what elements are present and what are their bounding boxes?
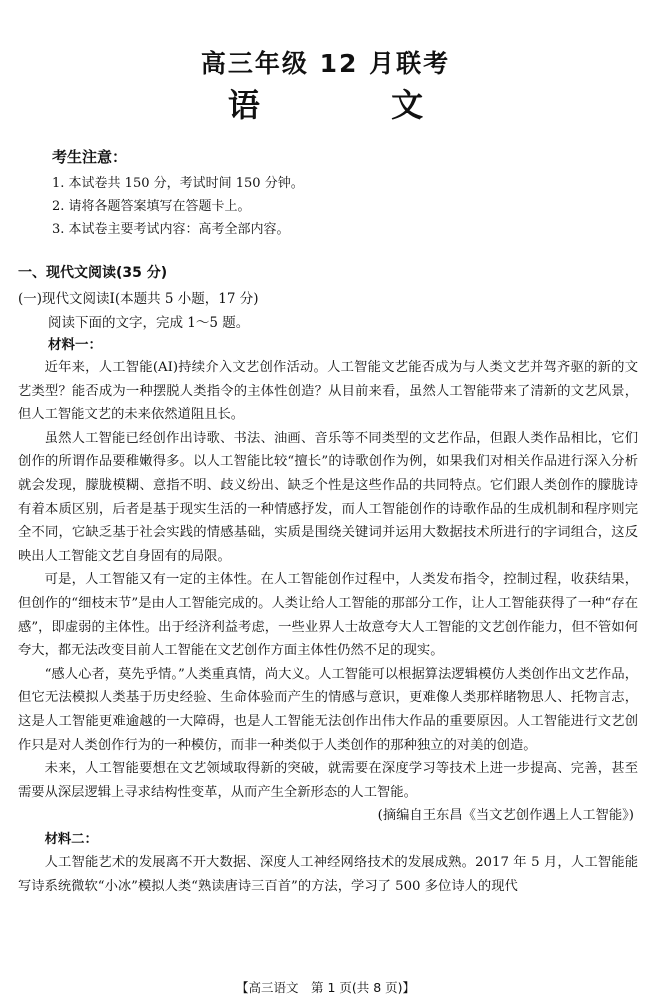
material-two-label: 材料二： — [44, 831, 98, 847]
paragraph: 未来，人工智能要想在文艺领域取得新的突破，就需要在深度学习等技术上进一步提高、完善，甚至需要从深层逻辑上寻求结构性变革，从而产生全新形态的人工智能。 — [18, 761, 638, 800]
subject-title: 语 文 — [227, 86, 484, 124]
paragraph: 近年来，人工智能(AI)持续介入文艺创作活动。人工智能文艺能否成为与人类文艺并驾齐驱的新的文艺类型？能否成为一种摆脱人类指令的主体性创造？从目前来看，虽然人工智能带来了清新的文艺风景，但人工智能文艺的未来依然道阻且长。 — [18, 360, 638, 423]
reading-passage — [18, 356, 638, 899]
notice-item: 3. 本试卷主要考试内容：高考全部内容。 — [52, 222, 290, 237]
section-subheading: (一)现代文阅读Ⅰ(本题共 5 小题，17 分) — [18, 291, 259, 307]
exam-title: 高三年级 12 月联考 — [200, 49, 451, 78]
notice-heading: 考生注意： — [52, 148, 128, 166]
notice-item: 1. 本试卷共 150 分，考试时间 150 分钟。 — [52, 176, 304, 191]
page-footer: 【高三语文 第 1 页(共 8 页)】 — [235, 980, 416, 995]
paragraph: “感人心者，莫先乎情。”人类重真情，尚大义。人工智能可以根据算法逻辑模仿人类创作出文艺作品，但它无法模拟人类基于历史经验、生命体验而产生的情感与意识，更难像人类那样睹物思人、托物言志，这是人工智能更难逾越的一大障碍，也是人工智能无法创作出伟大作品的重要原因。人工智能进行文艺创作只是对人类创作行为的一种模仿，而非一种类似于人类创作的那种独立的对美的创造。 — [18, 666, 638, 753]
material-one-label: 材料一： — [48, 337, 102, 353]
section-heading: 一、现代文阅读(35 分) — [18, 265, 168, 281]
paragraph: 可是，人工智能又有一定的主体性。在人工智能创作过程中，人类发布指令，控制过程，收获结果，但创作的“细枝末节”是由人工智能完成的。人类让给人工智能的那部分工作，让人工智能获得了一种“存在感”，即虚弱的主体性。出于经济利益考虑，一些业界人士故意夸大人工智能的文艺创作能力，但不管如何夸大，都无法改变目前人工智能在文艺创作方面主体性仍然不足的现实。 — [18, 572, 638, 659]
source-citation: (摘编自王东昌《当文艺创作遇上人工智能》) — [377, 808, 634, 824]
notice-list — [52, 172, 304, 241]
reading-instruction: 阅读下面的文字，完成 1～5 题。 — [48, 315, 250, 331]
notice-item: 2. 请将各题答案填写在答题卡上。 — [52, 199, 251, 214]
paragraph: 虽然人工智能已经创作出诗歌、书法、油画、音乐等不同类型的文艺作品，但跟人类作品相比，它们创作的所谓作品要稚嫩得多。以人工智能比较“擅长”的诗歌创作为例，如果我们对相关作品进行深入分析就会发现，朦胧模糊、意指不明、歧义纷出、缺乏个性是这些作品的共同特点。它们跟人类创作的朦胧诗有着本质区别，后者是基于现实生活的一种情感抒发，而人工智能创作的诗歌作品的生成机制和程序则完全不同，它缺乏基于社会实践的情感基础，实质是围绕关键词并运用大数据技术所进行的字词组合，这反映出人工智能文艺自身固有的局限。 — [18, 430, 638, 564]
paragraph: 人工智能艺术的发展离不开大数据、深度人工神经网络技术的发展成熟。2017 年 5 月，人工智能能写诗系统微软“小冰”模拟人类“熟读唐诗三百首”的方法，学习了 500 多位诗人的现代 — [18, 855, 638, 895]
